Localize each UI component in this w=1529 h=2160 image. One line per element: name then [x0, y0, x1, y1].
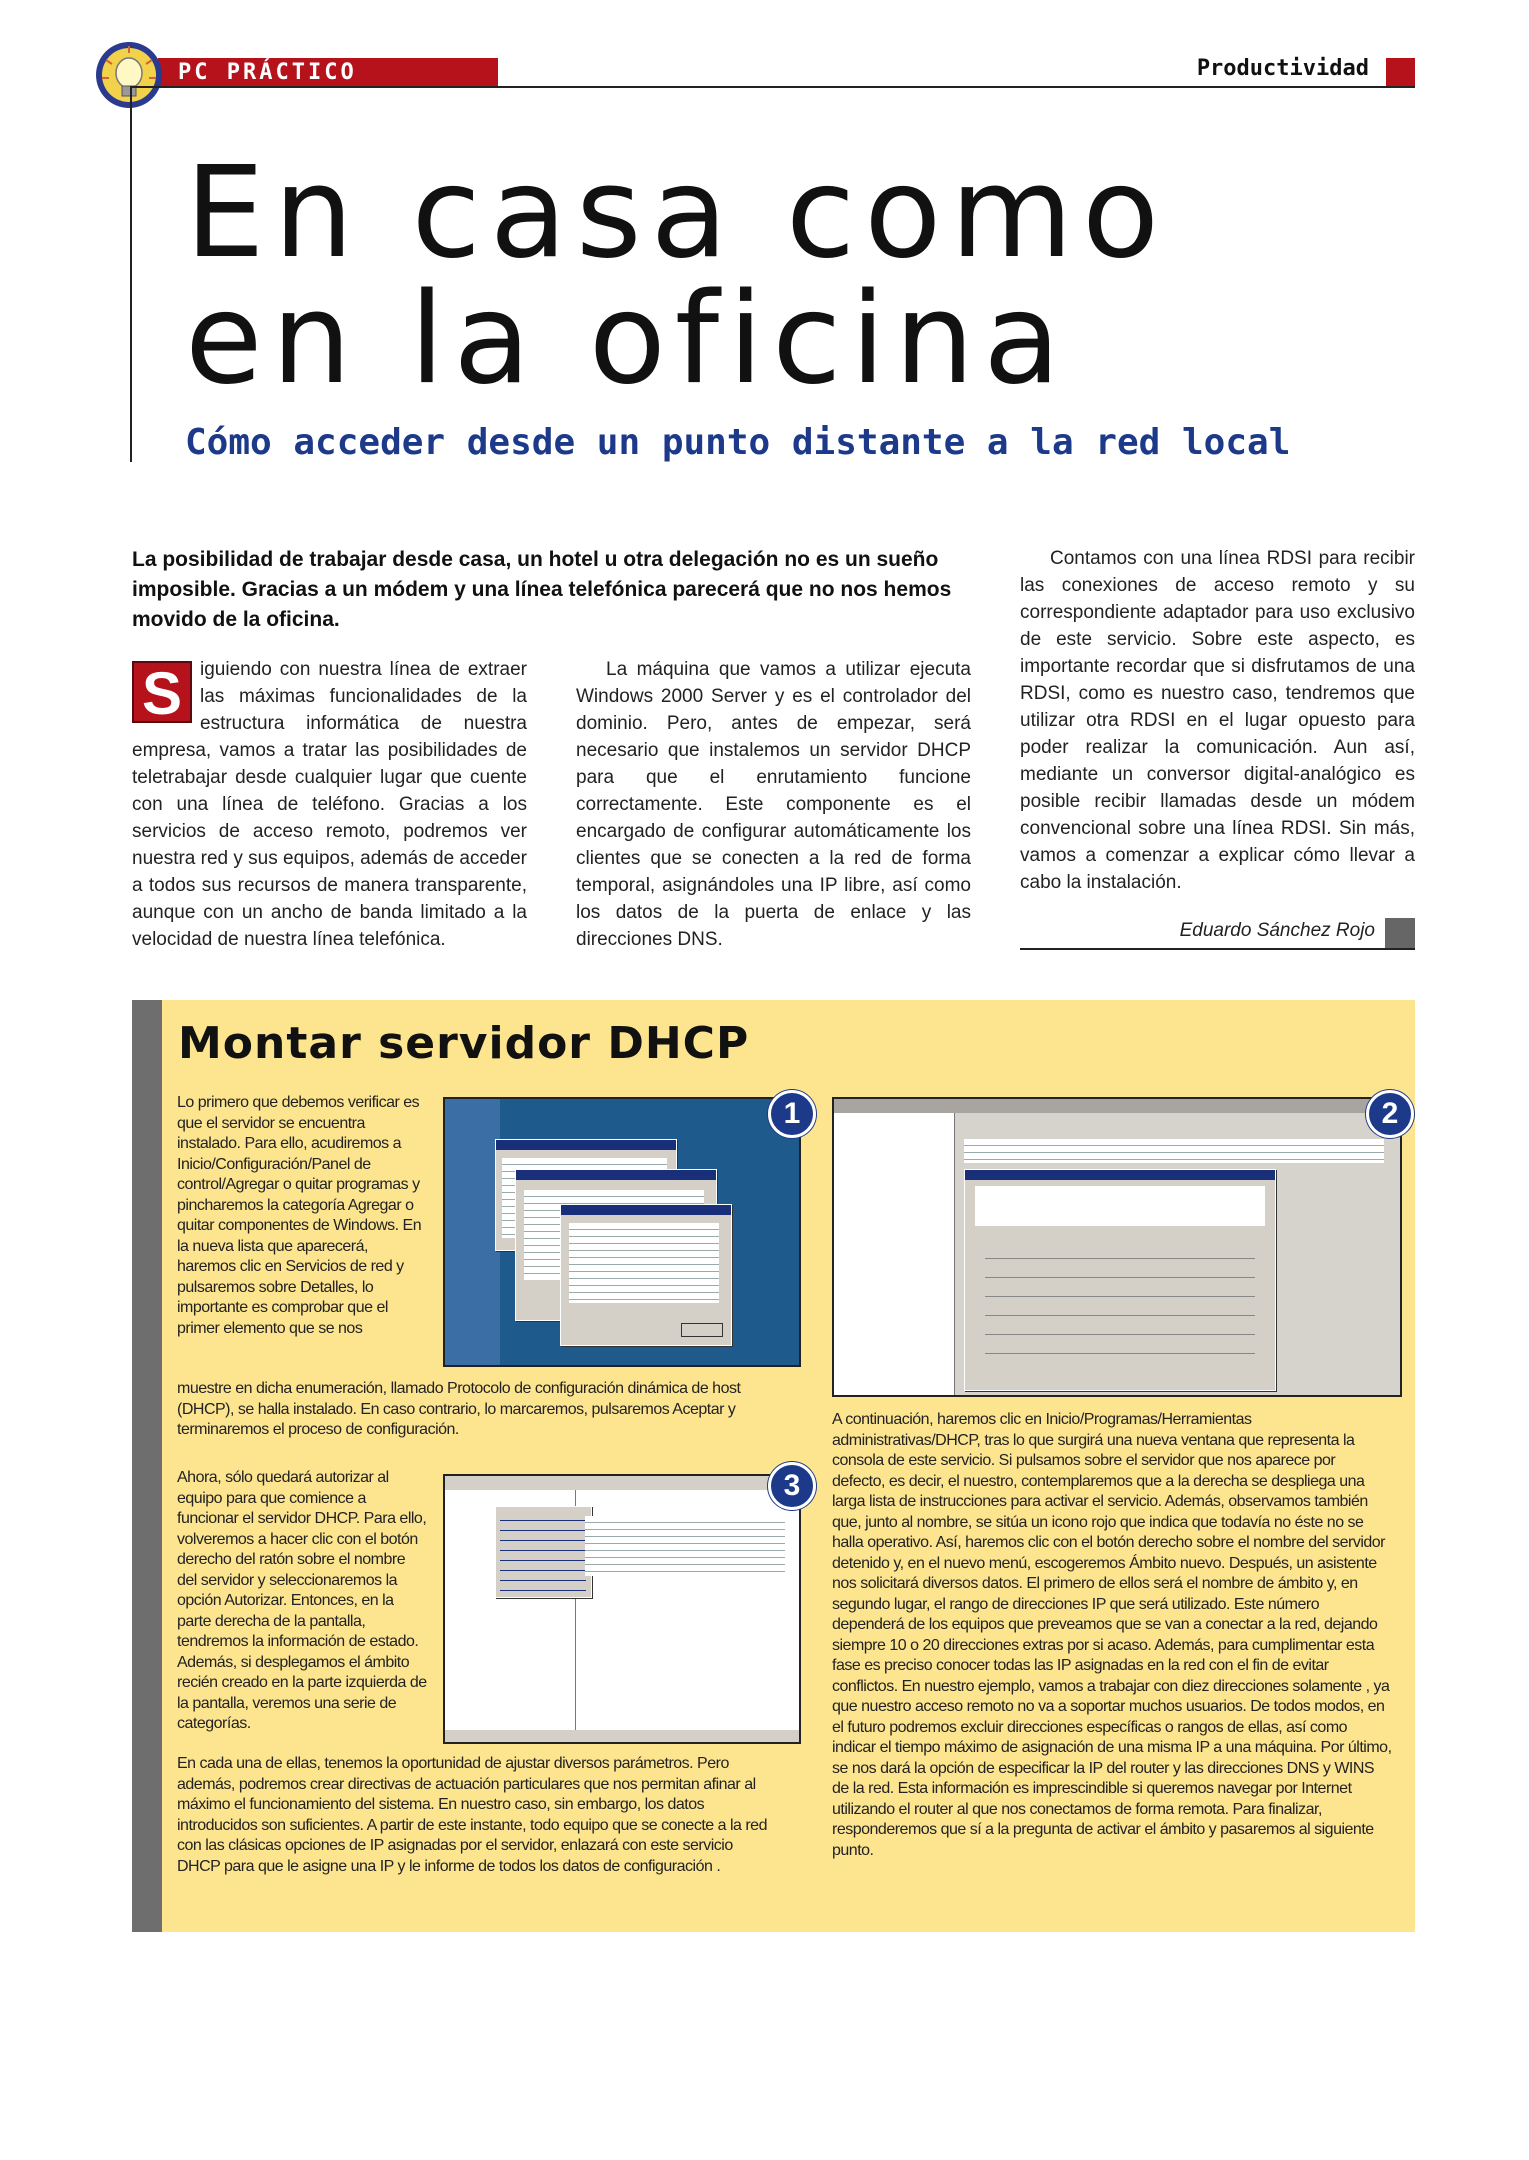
lightbulb-icon	[94, 40, 164, 110]
drop-cap: S	[132, 661, 192, 723]
author-marker	[1385, 918, 1415, 948]
article-column-3: Contamos con una línea RDSI para recibir las conexiones de acceso remoto y su correspondiente adaptador para uso exclusivo de este servicio. Sobre este aspecto, es importante recordar que si disfrutamos de una RDSI, como es nuestro caso, tendremos que utilizar otra RDSI en el lugar opuesto para poder realizar la comunicación. Aun así, mediante un conversor digital-analógico es posible recibir llamadas desde un módem convencional sobre una línea RDSI. Sin más, vamos a comenzar a explicar cómo llevar a cabo la instalación.	[1020, 548, 1415, 893]
step-3-continuation: En cada una de ellas, tenemos la oportunidad de ajustar diversos parámetros. Pero además, podremos crear directivas de actuación particulares que nos permitan afinar al máximo el funcionamiento del sistema. En nuestro caso, sin embargo, los datos introducidos son suficientes. A partir de este instante, todo equipo que se conecte a la red con las clásicas opciones de IP asignadas por el servidor, enlazará con este servicio DHCP para que le asigne una IP y le informe de todos los datos de configuración .	[177, 1755, 767, 1875]
step-1-badge: 1	[768, 1090, 816, 1138]
step-1-text: Lo primero que debemos verificar es que el servidor se encuentra instalado. Para ello, acudiremos a Inicio/Configuración/Panel de control/Agregar o quitar programas y pincharemos la categoría Agregar o quitar componentes de Windows. En la nueva lista que aparecerá, haremos clic en Servicios de red y pulsaremos sobre Detalles, lo importante es comprobar que el primer elemento que se nos	[177, 1094, 422, 1337]
article-subtitle: Cómo acceder desde un punto distante a la red local	[185, 422, 1291, 463]
article-title	[185, 139, 1169, 412]
category-label: Productividad	[1196, 56, 1369, 81]
box-title: Montar servidor DHCP	[178, 1018, 750, 1069]
category-marker	[1386, 58, 1415, 86]
title-line-2: en la oficina	[185, 265, 1070, 412]
screenshot-dhcp-scope-wizard	[832, 1097, 1402, 1397]
header-rule	[130, 86, 1415, 88]
screenshot-authorize-server	[443, 1474, 801, 1744]
article-column-1	[132, 656, 527, 953]
article-lead: La posibilidad de trabajar desde casa, un hotel u otra delegación no es un sueño imposible. Gracias a un módem y una línea telefónica parecerá que no nos hemos movido de la oficina.	[132, 548, 952, 631]
title-line-1: En casa como	[185, 139, 1169, 286]
title-rule	[130, 86, 132, 462]
step-3-text: Ahora, sólo quedará autorizar al equipo para que comience a funcionar el servidor DHCP. Para ello, volveremos a hacer clic con el botón derecho del ratón sobre el nombre del servidor y seleccionaremos la opción Autorizar. Entonces, en la parte derecha de la pantalla, tendremos la información de estado. Además, si desplegamos el ámbito recién creado en la parte izquierda de la pantalla, veremos una serie de categorías.	[177, 1469, 427, 1732]
article-column-2: La máquina que vamos a utilizar ejecuta Windows 2000 Server y es el controlador del dominio. Pero, antes de empezar, será necesario que instalemos un servidor DHCP para que el enrutamiento funcione correctamente. Este componente es el encargado de configurar automáticamente los clientes que se conecten a la red de forma temporal, asignándoles una IP libre, así como los datos de la puerta de enlace y las direcciones DNS.	[576, 659, 971, 950]
step-2-badge: 2	[1366, 1090, 1414, 1138]
step-1-continuation: muestre en dicha enumeración, llamado Protocolo de configuración dinámica de host (DHCP), se halla instalado. En caso contrario, lo marcaremos, pulsaremos Aceptar y terminaremos el proceso de configuración.	[177, 1380, 741, 1438]
step-2-text: A continuación, haremos clic en Inicio/Programas/Herramientas administrativas/DHCP, tras lo que surgirá una nueva ventana que representa la consola de este servicio. Si pulsamos sobre el servidor que nos aparece por defecto, es decir, el nuestro, contemplaremos que a la derecha se despliega una larga lista de instrucciones para activar el servicio. Además, observamos también que, junto al nombre, se sitúa un icono rojo que indica que todavía no éste no se halla operativo. Así, haremos clic con el botón derecho sobre el nombre del servidor detenido y, en el nuevo menú, escogeremos Ámbito nuevo. Después, un asistente nos solicitará diversos datos. El primero de ellos será el nombre de ámbito y, en segundo lugar, el rango de direcciones IP que será utilizado. Este número dependerá de los equipos que preveamos que se van a conectar a la red, dejando siempre 10 o 20 direcciones extras por si acaso. Además, para cumplimentar esta fase es preciso conocer todas las IP asignadas en la red con el fin de evitar conflictos. En nuestro ejemplo, vamos a trabajar con diez direcciones solamente , ya que nuestro acceso remoto no va a soportar muchos usuarios. De todos modos, en el futuro podremos excluir direcciones específicas o rangos de ellas, así como indicar el tiempo máximo de asignación de una misma IP a una máquina. Por último, se nos dará la opción de especificar la IP del router y las direcciones DNS y WINS de la red. Esta información es imprescindible si queremos navegar por Internet utilizando el router al que nos conectamos de forma remota. Para finalizar, responderemos que sí a la pregunta de activar el ámbito y pasaremos al siguiente punto.	[832, 1411, 1392, 1859]
screenshot-add-remove-components	[443, 1097, 801, 1367]
author-line	[1020, 918, 1415, 950]
sidebar-box-bar	[132, 1000, 162, 1932]
section-label: PC PRÁCTICO	[178, 60, 357, 85]
author-name: Eduardo Sánchez Rojo	[1179, 920, 1375, 941]
step-3-badge: 3	[768, 1462, 816, 1510]
column-1-text: iguiendo con nuestra línea de extraer las máximas funcionalidades de la estructura informática de nuestra empresa, vamos a tratar las posibilidades de teletrabajar desde cualquier lugar que cuente con una línea de teléfono. Gracias a los servicios de acceso remoto, podremos ver nuestra red y sus equipos, además de acceder a todos sus recursos de manera transparente, aunque con un ancho de banda limitado a la velocidad de nuestra línea telefónica.	[132, 659, 528, 950]
